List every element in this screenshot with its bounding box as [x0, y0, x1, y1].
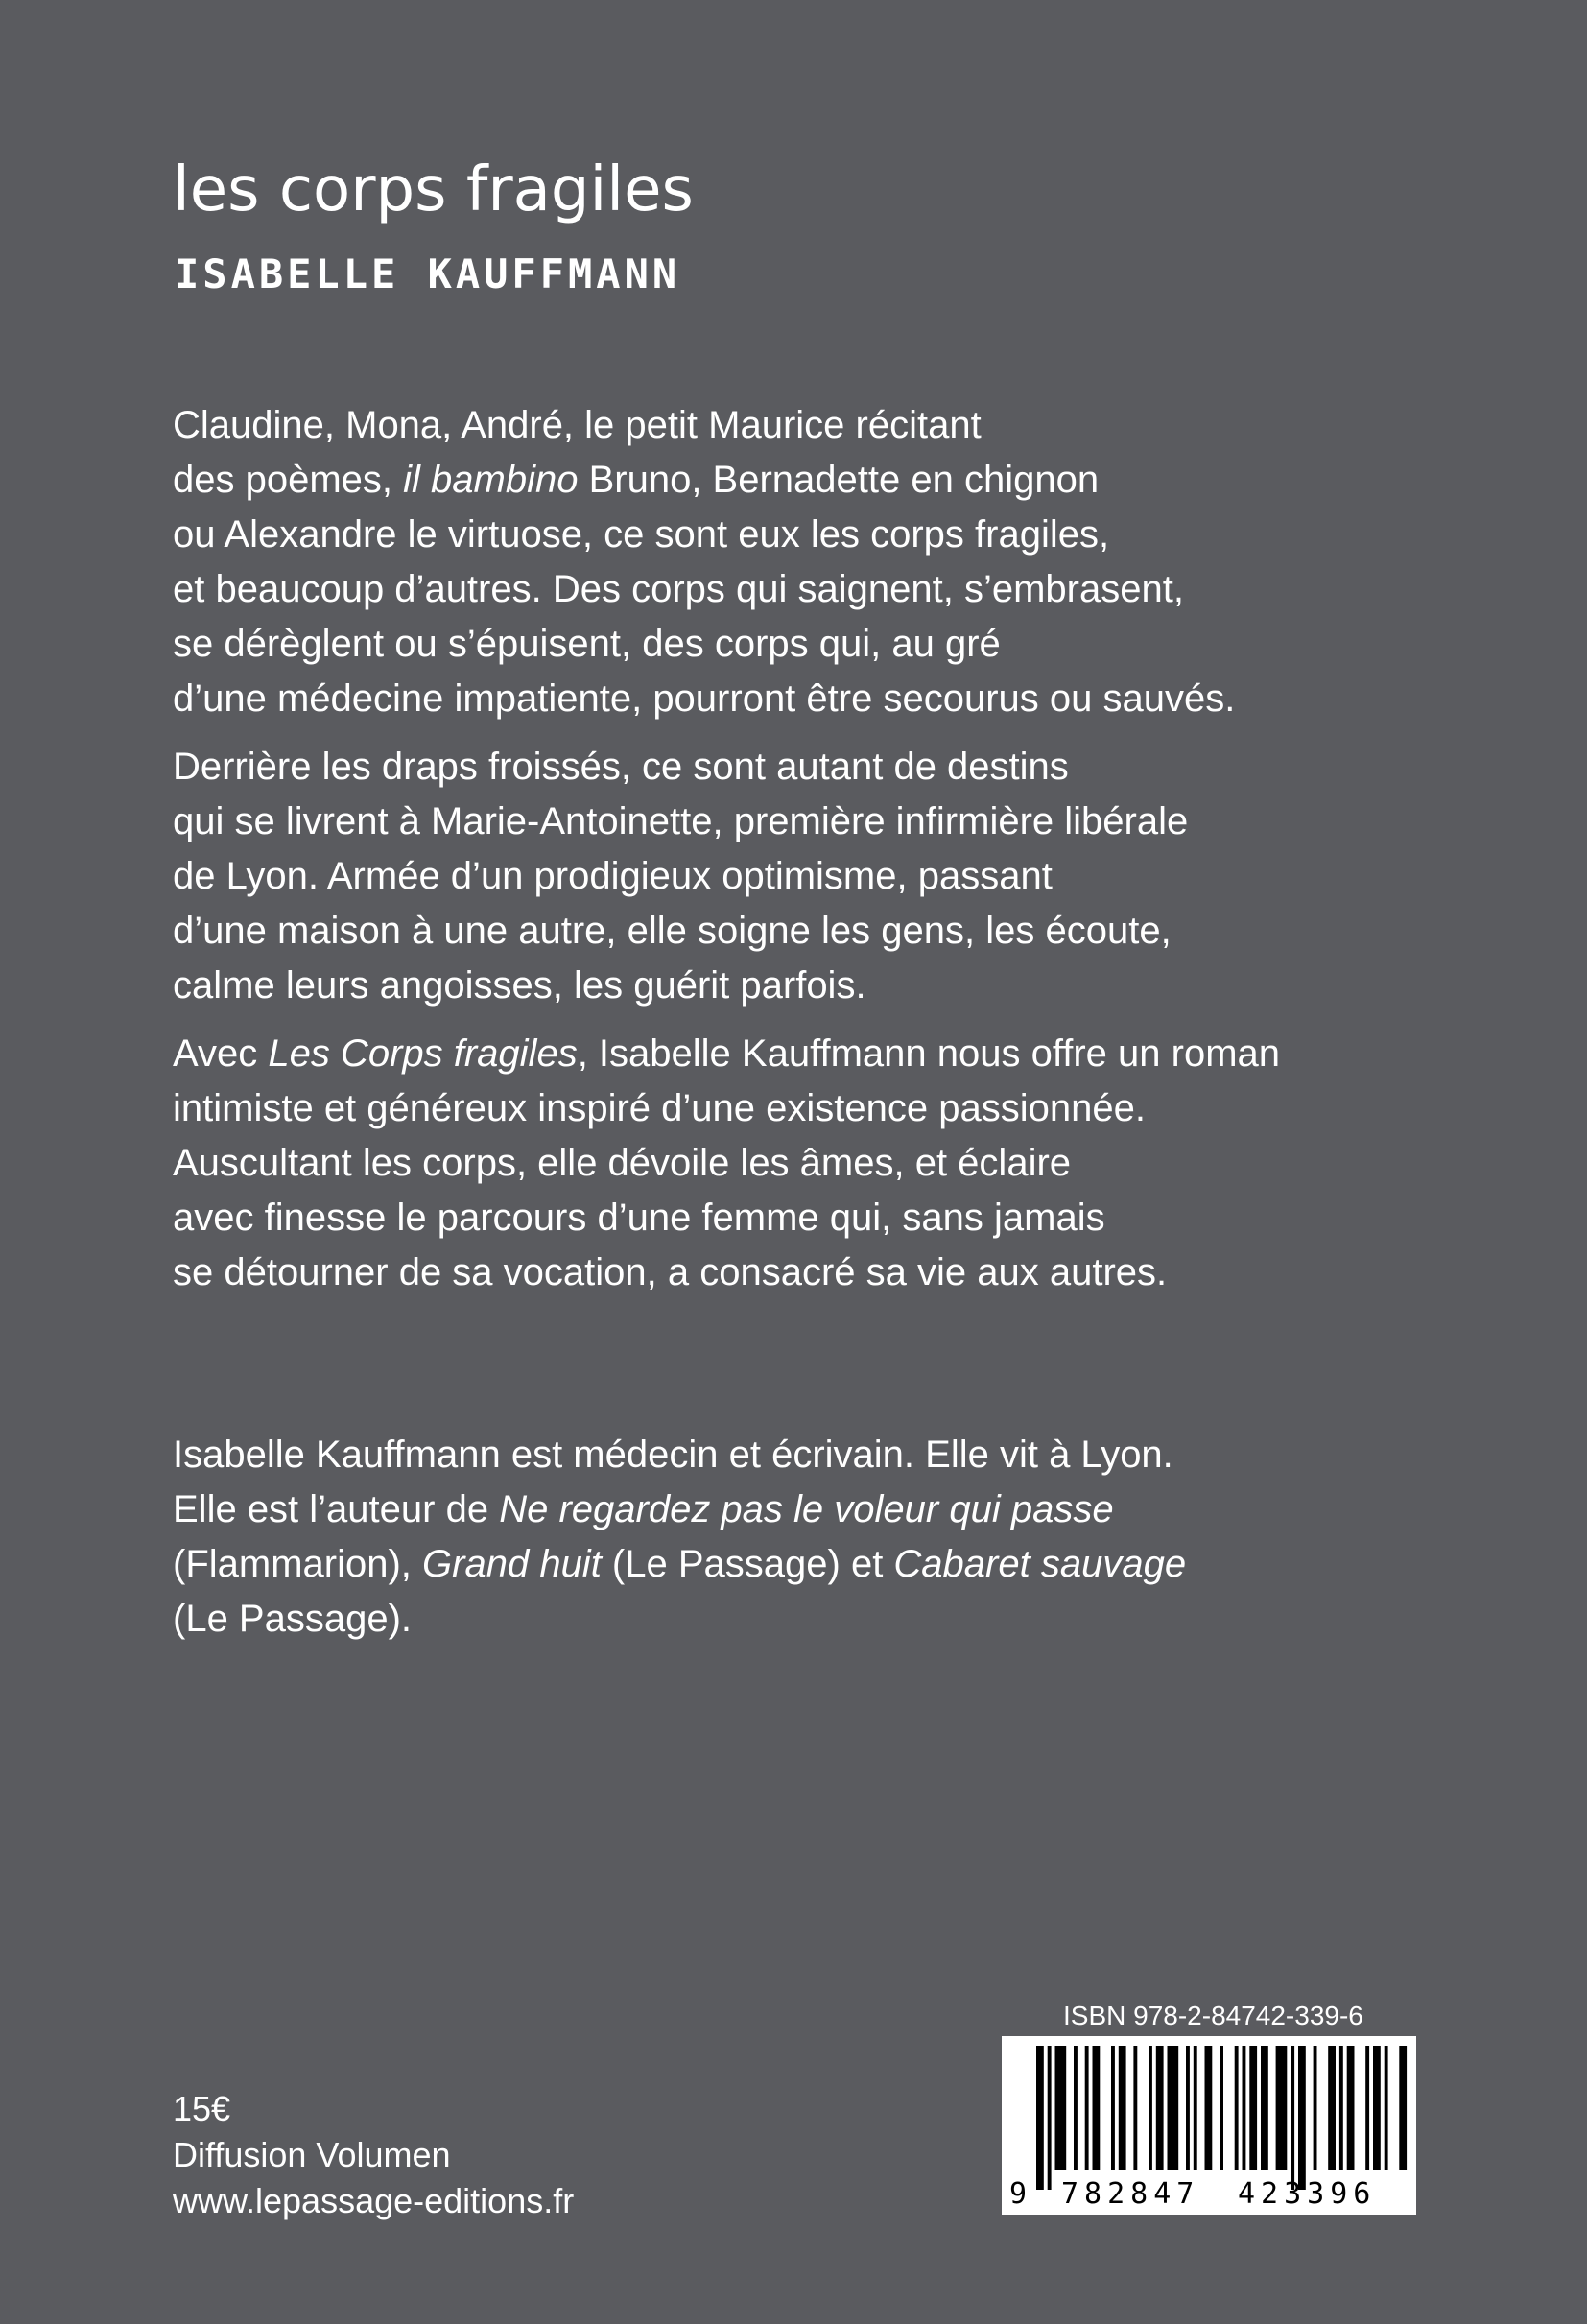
book-title: les corps fragiles	[173, 154, 694, 225]
summary-line: Derrière les draps froissés, ce sont autant de destins	[173, 746, 1069, 788]
summary-line: intimiste et généreux inspiré d’une existence passionnée.	[173, 1087, 1146, 1129]
summary-line: calme leurs angoisses, les guérit parfois.	[173, 964, 866, 1007]
barcode-bar	[1036, 2046, 1044, 2190]
barcode-bar	[1194, 2046, 1197, 2170]
barcode-digit-first: 9	[1009, 2177, 1028, 2211]
barcode	[1002, 2036, 1416, 2215]
barcode-bar	[1220, 2046, 1223, 2170]
barcode-bar	[1249, 2046, 1257, 2170]
barcode-bar	[1205, 2046, 1213, 2170]
summary-line: d’une médecine impatiente, pourront être secourus ou sauvés.	[173, 677, 1236, 720]
barcode-bar	[1328, 2046, 1336, 2170]
barcode-bar	[1048, 2046, 1052, 2190]
isbn-label: ISBN 978-2-84742-339-6	[1063, 2001, 1363, 2030]
barcode-bar	[1243, 2046, 1246, 2170]
barcode-bar	[1168, 2046, 1179, 2170]
summary-line: se détourner de sa vocation, a consacré sa vie aux autres.	[173, 1251, 1168, 1293]
barcode-bar	[1149, 2046, 1152, 2170]
summary-paragraph	[173, 1027, 1439, 1300]
barcode-bar	[1291, 2046, 1294, 2190]
book-author: ISABELLE KAUFFMANN	[175, 250, 681, 297]
barcode-digits-right: 423396	[1238, 2177, 1377, 2211]
barcode-bar	[1186, 2046, 1190, 2170]
barcode-bar	[1111, 2046, 1115, 2170]
barcode-bar	[1085, 2046, 1089, 2170]
barcode-bar	[1055, 2046, 1067, 2170]
barcode-bar	[1261, 2046, 1268, 2170]
barcode-bar	[1276, 2046, 1288, 2170]
barcode-bar	[1235, 2046, 1239, 2170]
summary-line: Claudine, Mona, André, le petit Maurice récitant	[173, 404, 982, 446]
barcode-digits-left: 782847	[1061, 2177, 1200, 2211]
barcode-bar	[1119, 2046, 1126, 2170]
barcode-bar	[1399, 2046, 1407, 2170]
footer-info	[173, 2086, 574, 2224]
summary-line: ou Alexandre le virtuose, ce sont eux les corps fragiles,	[173, 513, 1110, 556]
summary-line: qui se livrent à Marie-Antoinette, première infirmière libérale	[173, 800, 1189, 842]
summary-line: avec finesse le parcours d’une femme qui, sans jamais	[173, 1197, 1105, 1239]
barcode-bar	[1133, 2046, 1137, 2170]
summary-line: d’une maison à une autre, elle soigne les gens, les écoute,	[173, 910, 1172, 952]
author-bio	[173, 1428, 1439, 1647]
summary-line: Auscultant les corps, elle dévoile les âmes, et éclaire	[173, 1142, 1072, 1184]
summary-line: de Lyon. Armée d’un prodigieux optimisme, passant	[173, 855, 1053, 897]
barcode-bar	[1385, 2046, 1388, 2170]
distributor-label: Diffusion Volumen	[173, 2135, 451, 2174]
summary-line: se dérèglent ou s’épuisent, des corps qui, au gré	[173, 623, 1001, 665]
barcode-bar	[1339, 2046, 1343, 2170]
bio-line: (Flammarion), Grand huit (Le Passage) et Cabaret sauvage	[173, 1543, 1187, 1585]
barcode-bar	[1156, 2046, 1164, 2170]
barcode-bar	[1093, 2046, 1101, 2170]
price-label: 15€	[173, 2089, 231, 2128]
summary-line: Avec Les Corps fragiles, Isabelle Kauffmann nous offre un roman	[173, 1032, 1281, 1075]
barcode-bar	[1373, 2046, 1381, 2170]
bio-line: Isabelle Kauffmann est médecin et écrivain. Elle vit à Lyon.	[173, 1434, 1173, 1476]
summary-paragraph	[173, 740, 1439, 1013]
barcode-bar	[1298, 2046, 1306, 2190]
summary-text	[173, 398, 1439, 1314]
summary-paragraph	[173, 398, 1439, 726]
barcode-bar	[1314, 2046, 1317, 2170]
bio-line: (Le Passage).	[173, 1598, 413, 1640]
barcode-bar	[1347, 2046, 1355, 2170]
summary-line: et beaucoup d’autres. Des corps qui saignent, s’embrasent,	[173, 568, 1184, 610]
barcode-bar	[1365, 2046, 1369, 2170]
summary-line: des poèmes, il bambino Bruno, Bernadette en chignon	[173, 459, 1100, 501]
bio-line: Elle est l’auteur de Ne regardez pas le voleur qui passe	[173, 1488, 1114, 1530]
website-link[interactable]: www.lepassage-editions.fr	[173, 2181, 575, 2220]
barcode-bar	[1074, 2046, 1078, 2170]
